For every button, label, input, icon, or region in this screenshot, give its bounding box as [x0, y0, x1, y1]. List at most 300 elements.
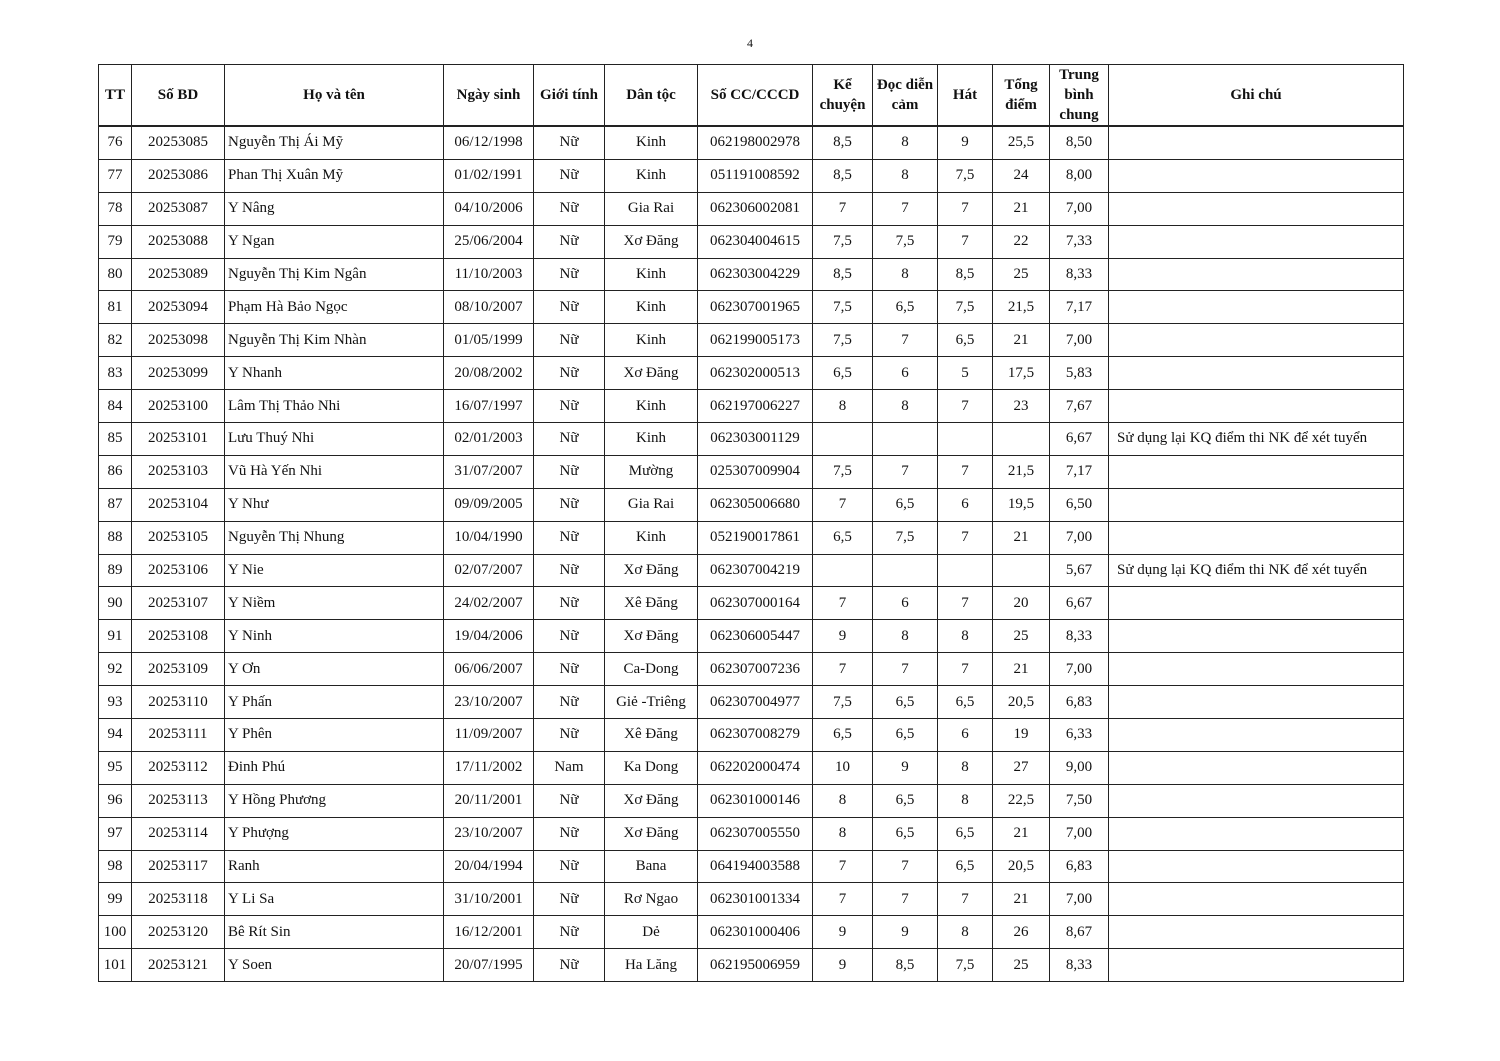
cell-sbd: 20253099 [132, 357, 225, 390]
cell-storytelling: 6,5 [813, 719, 873, 752]
cell-gender: Nữ [534, 686, 605, 719]
cell-reading: 6,5 [873, 488, 938, 521]
cell-dob: 04/10/2006 [444, 192, 534, 225]
cell-singing: 7 [938, 455, 993, 488]
cell-note [1109, 324, 1404, 357]
cell-storytelling: 7,5 [813, 455, 873, 488]
cell-name: Y Nie [225, 554, 444, 587]
cell-ethnicity: Xơ Đăng [605, 620, 698, 653]
cell-id: 062307004219 [698, 554, 813, 587]
cell-sbd: 20253088 [132, 225, 225, 258]
cell-note [1109, 587, 1404, 620]
cell-reading: 7,5 [873, 521, 938, 554]
cell-gender: Nữ [534, 916, 605, 949]
cell-total [993, 423, 1050, 456]
table-row [99, 883, 1404, 916]
cell-name: Y Phấn [225, 686, 444, 719]
cell-total [993, 554, 1050, 587]
cell-average: 6,50 [1050, 488, 1109, 521]
cell-id: 062305006680 [698, 488, 813, 521]
cell-id: 062307001965 [698, 291, 813, 324]
header-id: Số CC/CCCD [698, 65, 813, 127]
cell-note [1109, 390, 1404, 423]
cell-storytelling: 8 [813, 817, 873, 850]
table-row [99, 225, 1404, 258]
cell-average: 5,67 [1050, 554, 1109, 587]
cell-storytelling: 7 [813, 192, 873, 225]
cell-average: 9,00 [1050, 751, 1109, 784]
cell-id: 062306005447 [698, 620, 813, 653]
cell-gender: Nữ [534, 554, 605, 587]
cell-average: 8,67 [1050, 916, 1109, 949]
cell-storytelling: 7,5 [813, 291, 873, 324]
cell-sbd: 20253120 [132, 916, 225, 949]
cell-dob: 20/04/1994 [444, 850, 534, 883]
cell-storytelling: 9 [813, 949, 873, 982]
table-row [99, 587, 1404, 620]
cell-tt: 77 [99, 159, 132, 192]
cell-average: 7,00 [1050, 883, 1109, 916]
cell-average: 7,00 [1050, 817, 1109, 850]
cell-name: Nguyễn Thị Nhung [225, 521, 444, 554]
table-row [99, 390, 1404, 423]
cell-gender: Nữ [534, 653, 605, 686]
cell-average: 7,00 [1050, 653, 1109, 686]
cell-tt: 89 [99, 554, 132, 587]
header-average: Trung bình chung [1050, 65, 1109, 127]
cell-ethnicity: Kinh [605, 521, 698, 554]
cell-reading [873, 423, 938, 456]
cell-ethnicity: Gia Rai [605, 488, 698, 521]
cell-tt: 93 [99, 686, 132, 719]
cell-tt: 82 [99, 324, 132, 357]
cell-dob: 24/02/2007 [444, 587, 534, 620]
cell-sbd: 20253118 [132, 883, 225, 916]
cell-dob: 09/09/2005 [444, 488, 534, 521]
cell-name: Y Ninh [225, 620, 444, 653]
cell-note [1109, 850, 1404, 883]
cell-gender: Nữ [534, 587, 605, 620]
cell-id: 062195006959 [698, 949, 813, 982]
cell-singing: 7 [938, 521, 993, 554]
cell-total: 20 [993, 587, 1050, 620]
cell-note [1109, 225, 1404, 258]
cell-total: 21,5 [993, 291, 1050, 324]
cell-singing: 6,5 [938, 324, 993, 357]
cell-note [1109, 719, 1404, 752]
cell-name: Lưu Thuý Nhi [225, 423, 444, 456]
cell-total: 21 [993, 653, 1050, 686]
cell-singing [938, 423, 993, 456]
cell-ethnicity: Xơ Đăng [605, 225, 698, 258]
cell-singing: 9 [938, 126, 993, 159]
cell-average: 8,33 [1050, 949, 1109, 982]
cell-singing: 6,5 [938, 850, 993, 883]
cell-average: 7,67 [1050, 390, 1109, 423]
cell-storytelling: 8 [813, 390, 873, 423]
cell-tt: 78 [99, 192, 132, 225]
cell-singing: 8 [938, 916, 993, 949]
table-row [99, 521, 1404, 554]
cell-name: Phan Thị Xuân Mỹ [225, 159, 444, 192]
cell-average: 7,00 [1050, 192, 1109, 225]
cell-name: Nguyễn Thị Kim Nhàn [225, 324, 444, 357]
cell-singing: 8,5 [938, 258, 993, 291]
cell-tt: 76 [99, 126, 132, 159]
cell-average: 8,50 [1050, 126, 1109, 159]
cell-average: 7,33 [1050, 225, 1109, 258]
cell-ethnicity: Rơ Ngao [605, 883, 698, 916]
cell-sbd: 20253089 [132, 258, 225, 291]
table-row [99, 488, 1404, 521]
header-note: Ghi chú [1109, 65, 1404, 127]
cell-total: 21 [993, 324, 1050, 357]
cell-dob: 06/06/2007 [444, 653, 534, 686]
cell-sbd: 20253087 [132, 192, 225, 225]
cell-gender: Nam [534, 751, 605, 784]
cell-ethnicity: Xơ Đăng [605, 357, 698, 390]
cell-reading: 6,5 [873, 686, 938, 719]
table-row [99, 357, 1404, 390]
table-row [99, 686, 1404, 719]
cell-tt: 99 [99, 883, 132, 916]
cell-note [1109, 916, 1404, 949]
cell-gender: Nữ [534, 883, 605, 916]
cell-average: 7,17 [1050, 291, 1109, 324]
cell-total: 19,5 [993, 488, 1050, 521]
cell-singing: 7 [938, 883, 993, 916]
cell-note [1109, 258, 1404, 291]
cell-gender: Nữ [534, 521, 605, 554]
cell-storytelling: 7 [813, 850, 873, 883]
cell-id: 062303001129 [698, 423, 813, 456]
cell-id: 025307009904 [698, 455, 813, 488]
cell-name: Y Nâng [225, 192, 444, 225]
cell-storytelling: 10 [813, 751, 873, 784]
cell-tt: 88 [99, 521, 132, 554]
table-row [99, 620, 1404, 653]
cell-sbd: 20253086 [132, 159, 225, 192]
page-number: 4 [747, 36, 753, 50]
cell-reading: 6,5 [873, 784, 938, 817]
cell-note [1109, 883, 1404, 916]
cell-singing: 6 [938, 719, 993, 752]
table-row [99, 784, 1404, 817]
header-tt: TT [99, 65, 132, 127]
cell-ethnicity: Giẻ -Triêng [605, 686, 698, 719]
cell-dob: 20/07/1995 [444, 949, 534, 982]
cell-gender: Nữ [534, 455, 605, 488]
cell-average: 7,50 [1050, 784, 1109, 817]
cell-singing: 6 [938, 488, 993, 521]
cell-sbd: 20253112 [132, 751, 225, 784]
cell-ethnicity: Kinh [605, 390, 698, 423]
cell-name: Ranh [225, 850, 444, 883]
cell-tt: 90 [99, 587, 132, 620]
cell-sbd: 20253094 [132, 291, 225, 324]
cell-storytelling: 8 [813, 784, 873, 817]
cell-id: 062307008279 [698, 719, 813, 752]
cell-singing: 7 [938, 587, 993, 620]
cell-gender: Nữ [534, 850, 605, 883]
table-row [99, 159, 1404, 192]
cell-average: 7,00 [1050, 521, 1109, 554]
cell-note: Sử dụng lại KQ điểm thi NK để xét tuyển [1109, 554, 1404, 587]
cell-storytelling: 8,5 [813, 258, 873, 291]
cell-name: Phạm Hà Bảo Ngọc [225, 291, 444, 324]
cell-tt: 98 [99, 850, 132, 883]
cell-reading: 9 [873, 916, 938, 949]
cell-dob: 17/11/2002 [444, 751, 534, 784]
header-singing: Hát [938, 65, 993, 127]
cell-name: Y Hồng Phương [225, 784, 444, 817]
header-ethnicity: Dân tộc [605, 65, 698, 127]
cell-total: 25 [993, 949, 1050, 982]
cell-gender: Nữ [534, 949, 605, 982]
table-row [99, 291, 1404, 324]
cell-singing [938, 554, 993, 587]
cell-average: 6,83 [1050, 850, 1109, 883]
cell-id: 062202000474 [698, 751, 813, 784]
header-name: Họ và tên [225, 65, 444, 127]
cell-total: 19 [993, 719, 1050, 752]
cell-storytelling [813, 423, 873, 456]
cell-reading: 8 [873, 620, 938, 653]
cell-total: 22 [993, 225, 1050, 258]
header-gender: Giới tính [534, 65, 605, 127]
cell-gender: Nữ [534, 225, 605, 258]
cell-note: Sử dụng lại KQ điểm thi NK để xét tuyển [1109, 423, 1404, 456]
header-reading: Đọc diễn cảm [873, 65, 938, 127]
cell-dob: 01/05/1999 [444, 324, 534, 357]
cell-ethnicity: Xơ Đăng [605, 817, 698, 850]
cell-ethnicity: Bana [605, 850, 698, 883]
cell-id: 062307007236 [698, 653, 813, 686]
table-row [99, 455, 1404, 488]
cell-sbd: 20253114 [132, 817, 225, 850]
cell-id: 062198002978 [698, 126, 813, 159]
cell-name: Nguyễn Thị Kim Ngân [225, 258, 444, 291]
cell-total: 20,5 [993, 686, 1050, 719]
cell-dob: 01/02/1991 [444, 159, 534, 192]
cell-reading: 7 [873, 455, 938, 488]
cell-note [1109, 817, 1404, 850]
cell-name: Bê Rít Sin [225, 916, 444, 949]
cell-note [1109, 192, 1404, 225]
cell-storytelling: 8,5 [813, 126, 873, 159]
cell-reading: 6,5 [873, 719, 938, 752]
cell-sbd: 20253109 [132, 653, 225, 686]
cell-sbd: 20253113 [132, 784, 225, 817]
cell-gender: Nữ [534, 390, 605, 423]
table-row [99, 916, 1404, 949]
cell-tt: 80 [99, 258, 132, 291]
cell-storytelling: 7,5 [813, 324, 873, 357]
cell-dob: 16/07/1997 [444, 390, 534, 423]
header-row [99, 65, 1404, 127]
cell-ethnicity: Dẻ [605, 916, 698, 949]
cell-dob: 08/10/2007 [444, 291, 534, 324]
cell-gender: Nữ [534, 620, 605, 653]
cell-id: 062307000164 [698, 587, 813, 620]
cell-storytelling: 7 [813, 883, 873, 916]
cell-singing: 6,5 [938, 686, 993, 719]
cell-name: Nguyễn Thị Ái Mỹ [225, 126, 444, 159]
cell-ethnicity: Ca-Dong [605, 653, 698, 686]
cell-gender: Nữ [534, 324, 605, 357]
cell-dob: 20/08/2002 [444, 357, 534, 390]
cell-id: 062303004229 [698, 258, 813, 291]
cell-name: Y Nhanh [225, 357, 444, 390]
cell-reading: 6,5 [873, 291, 938, 324]
cell-ethnicity: Xê Đăng [605, 587, 698, 620]
cell-gender: Nữ [534, 159, 605, 192]
cell-storytelling [813, 554, 873, 587]
cell-dob: 02/07/2007 [444, 554, 534, 587]
cell-sbd: 20253098 [132, 324, 225, 357]
cell-sbd: 20253085 [132, 126, 225, 159]
cell-reading: 6 [873, 587, 938, 620]
cell-storytelling: 9 [813, 916, 873, 949]
cell-average: 6,33 [1050, 719, 1109, 752]
cell-dob: 11/10/2003 [444, 258, 534, 291]
cell-singing: 7 [938, 192, 993, 225]
cell-total: 20,5 [993, 850, 1050, 883]
cell-dob: 31/07/2007 [444, 455, 534, 488]
cell-storytelling: 9 [813, 620, 873, 653]
cell-reading: 7,5 [873, 225, 938, 258]
cell-average: 6,83 [1050, 686, 1109, 719]
cell-singing: 8 [938, 620, 993, 653]
cell-tt: 85 [99, 423, 132, 456]
cell-average: 7,17 [1050, 455, 1109, 488]
cell-gender: Nữ [534, 258, 605, 291]
cell-reading [873, 554, 938, 587]
cell-dob: 10/04/1990 [444, 521, 534, 554]
cell-note [1109, 126, 1404, 159]
cell-total: 22,5 [993, 784, 1050, 817]
cell-gender: Nữ [534, 719, 605, 752]
cell-sbd: 20253108 [132, 620, 225, 653]
cell-note [1109, 653, 1404, 686]
cell-storytelling: 7,5 [813, 686, 873, 719]
cell-sbd: 20253105 [132, 521, 225, 554]
cell-reading: 6 [873, 357, 938, 390]
cell-average: 8,00 [1050, 159, 1109, 192]
cell-reading: 7 [873, 653, 938, 686]
cell-note [1109, 455, 1404, 488]
table-row [99, 653, 1404, 686]
cell-name: Lâm Thị Thảo Nhi [225, 390, 444, 423]
cell-reading: 8 [873, 126, 938, 159]
cell-storytelling: 6,5 [813, 521, 873, 554]
cell-id: 064194003588 [698, 850, 813, 883]
table-row [99, 126, 1404, 159]
table-row [99, 850, 1404, 883]
cell-average: 6,67 [1050, 423, 1109, 456]
cell-note [1109, 784, 1404, 817]
cell-tt: 94 [99, 719, 132, 752]
cell-ethnicity: Kinh [605, 159, 698, 192]
table-row [99, 423, 1404, 456]
cell-tt: 95 [99, 751, 132, 784]
cell-id: 062302000513 [698, 357, 813, 390]
cell-name: Y Niềm [225, 587, 444, 620]
cell-gender: Nữ [534, 126, 605, 159]
cell-sbd: 20253103 [132, 455, 225, 488]
cell-ethnicity: Kinh [605, 291, 698, 324]
cell-singing: 7 [938, 225, 993, 258]
table-row [99, 554, 1404, 587]
cell-tt: 92 [99, 653, 132, 686]
table-body [99, 126, 1404, 982]
table-row [99, 324, 1404, 357]
cell-id: 062197006227 [698, 390, 813, 423]
cell-dob: 19/04/2006 [444, 620, 534, 653]
cell-singing: 5 [938, 357, 993, 390]
cell-total: 21,5 [993, 455, 1050, 488]
cell-name: Y Như [225, 488, 444, 521]
cell-storytelling: 6,5 [813, 357, 873, 390]
cell-singing: 8 [938, 751, 993, 784]
cell-id: 062301000406 [698, 916, 813, 949]
header-dob: Ngày sinh [444, 65, 534, 127]
cell-dob: 06/12/1998 [444, 126, 534, 159]
cell-tt: 96 [99, 784, 132, 817]
cell-total: 21 [993, 883, 1050, 916]
cell-total: 23 [993, 390, 1050, 423]
cell-total: 26 [993, 916, 1050, 949]
cell-tt: 81 [99, 291, 132, 324]
cell-id: 062306002081 [698, 192, 813, 225]
cell-note [1109, 751, 1404, 784]
cell-gender: Nữ [534, 784, 605, 817]
cell-tt: 101 [99, 949, 132, 982]
cell-ethnicity: Ha Lăng [605, 949, 698, 982]
cell-id: 051191008592 [698, 159, 813, 192]
cell-tt: 97 [99, 817, 132, 850]
cell-tt: 83 [99, 357, 132, 390]
cell-gender: Nữ [534, 817, 605, 850]
cell-name: Y Ơn [225, 653, 444, 686]
table-row [99, 192, 1404, 225]
cell-ethnicity: Gia Rai [605, 192, 698, 225]
cell-note [1109, 291, 1404, 324]
cell-id: 062301001334 [698, 883, 813, 916]
cell-tt: 79 [99, 225, 132, 258]
cell-sbd: 20253100 [132, 390, 225, 423]
cell-ethnicity: Mường [605, 455, 698, 488]
cell-total: 21 [993, 817, 1050, 850]
cell-average: 8,33 [1050, 258, 1109, 291]
cell-tt: 87 [99, 488, 132, 521]
cell-storytelling: 7 [813, 488, 873, 521]
cell-total: 21 [993, 521, 1050, 554]
cell-sbd: 20253121 [132, 949, 225, 982]
cell-note [1109, 686, 1404, 719]
cell-total: 27 [993, 751, 1050, 784]
cell-singing: 7 [938, 390, 993, 423]
cell-total: 25 [993, 258, 1050, 291]
cell-name: Đinh Phú [225, 751, 444, 784]
header-total: Tổng điểm [993, 65, 1050, 127]
cell-dob: 31/10/2001 [444, 883, 534, 916]
cell-singing: 7,5 [938, 159, 993, 192]
cell-id: 052190017861 [698, 521, 813, 554]
cell-reading: 7 [873, 192, 938, 225]
cell-note [1109, 620, 1404, 653]
cell-reading: 8,5 [873, 949, 938, 982]
